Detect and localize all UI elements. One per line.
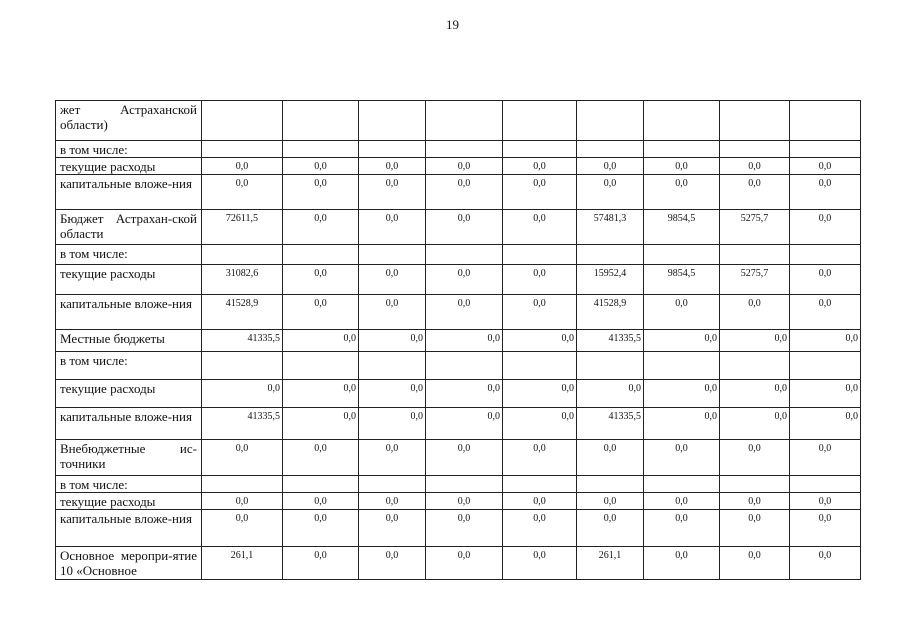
table-cell: 0,0	[426, 408, 503, 440]
table-cell: 72611,5	[202, 210, 283, 245]
table-cell: 0,0	[202, 493, 283, 510]
table-cell: 0,0	[426, 175, 503, 210]
table-cell	[359, 101, 426, 141]
table-cell: 0,0	[359, 158, 426, 175]
table-cell: 9854,5	[644, 265, 720, 295]
table-cell: 0,0	[426, 210, 503, 245]
table-row	[56, 493, 861, 510]
table-cell	[720, 141, 790, 158]
table-row	[56, 295, 861, 330]
table-cell: 0,0	[503, 210, 577, 245]
table-cell: 0,0	[720, 440, 790, 476]
table-cell: 0,0	[644, 493, 720, 510]
table-cell: 0,0	[790, 175, 861, 210]
table-cell	[644, 352, 720, 380]
table-cell: 0,0	[359, 265, 426, 295]
table-cell	[283, 141, 359, 158]
table-cell: 0,0	[359, 547, 426, 580]
table-cell: 0,0	[720, 175, 790, 210]
table-row	[56, 158, 861, 175]
table-cell	[283, 352, 359, 380]
row-label: капитальные вложе-ния	[56, 295, 202, 330]
row-label: капитальные вложе-ния	[56, 175, 202, 210]
table-cell: 0,0	[644, 440, 720, 476]
table-cell: 0,0	[283, 493, 359, 510]
table-cell: 0,0	[359, 330, 426, 352]
table-cell: 0,0	[720, 510, 790, 547]
table-cell: 0,0	[426, 440, 503, 476]
table-cell: 0,0	[283, 175, 359, 210]
table-row	[56, 408, 861, 440]
table-cell: 0,0	[790, 493, 861, 510]
table-cell	[577, 245, 644, 265]
table-cell	[644, 141, 720, 158]
table-cell: 0,0	[720, 295, 790, 330]
table-cell: 0,0	[644, 510, 720, 547]
table-cell	[202, 476, 283, 493]
table-row	[56, 245, 861, 265]
table-cell	[503, 245, 577, 265]
table-cell: 0,0	[359, 440, 426, 476]
row-label: Основное меропри-ятие 10 «Основное	[56, 547, 202, 580]
table-cell: 0,0	[359, 408, 426, 440]
table-cell: 0,0	[202, 440, 283, 476]
table-row	[56, 476, 861, 493]
table-cell: 9854,5	[644, 210, 720, 245]
row-label: в том числе:	[56, 141, 202, 158]
table-cell	[790, 476, 861, 493]
table-cell: 0,0	[359, 175, 426, 210]
table-cell	[503, 101, 577, 141]
table-cell: 0,0	[503, 330, 577, 352]
table-cell: 0,0	[790, 210, 861, 245]
table-cell	[577, 101, 644, 141]
table-row	[56, 352, 861, 380]
table-cell	[644, 245, 720, 265]
table-cell: 0,0	[503, 510, 577, 547]
table-cell	[202, 101, 283, 141]
table-cell: 261,1	[202, 547, 283, 580]
table-cell	[503, 352, 577, 380]
row-label: Бюджет Астрахан-ской области	[56, 210, 202, 245]
table-cell: 0,0	[644, 295, 720, 330]
table-row	[56, 547, 861, 580]
table-cell: 0,0	[790, 158, 861, 175]
table-cell	[426, 101, 503, 141]
table-cell	[720, 101, 790, 141]
table-cell	[790, 141, 861, 158]
table-cell: 0,0	[790, 547, 861, 580]
table-cell	[202, 352, 283, 380]
table-cell: 0,0	[503, 440, 577, 476]
table-cell: 0,0	[503, 158, 577, 175]
table-cell: 0,0	[283, 158, 359, 175]
table-cell: 57481,3	[577, 210, 644, 245]
table-cell	[202, 245, 283, 265]
table-cell: 0,0	[426, 295, 503, 330]
table-cell: 0,0	[503, 295, 577, 330]
table-cell	[359, 476, 426, 493]
table-cell: 5275,7	[720, 265, 790, 295]
table-cell: 0,0	[644, 158, 720, 175]
table-cell	[577, 352, 644, 380]
table-cell: 0,0	[644, 380, 720, 408]
table-cell: 5275,7	[720, 210, 790, 245]
row-label: в том числе:	[56, 352, 202, 380]
table-cell: 0,0	[283, 408, 359, 440]
row-label: текущие расходы	[56, 380, 202, 408]
table-cell	[283, 476, 359, 493]
table-cell	[720, 476, 790, 493]
table-row	[56, 141, 861, 158]
table-cell: 0,0	[790, 380, 861, 408]
table-cell	[503, 141, 577, 158]
table-cell: 0,0	[359, 210, 426, 245]
table-cell	[790, 101, 861, 141]
table-row	[56, 175, 861, 210]
table-cell: 0,0	[202, 175, 283, 210]
table-cell: 0,0	[644, 547, 720, 580]
row-label: в том числе:	[56, 245, 202, 265]
table-cell: 0,0	[577, 493, 644, 510]
table-row	[56, 440, 861, 476]
table-cell: 0,0	[426, 330, 503, 352]
table-cell: 0,0	[720, 493, 790, 510]
table-cell: 0,0	[426, 547, 503, 580]
table-cell: 41528,9	[202, 295, 283, 330]
table-cell	[426, 141, 503, 158]
table-cell: 0,0	[283, 547, 359, 580]
table-cell: 0,0	[426, 265, 503, 295]
table-cell: 0,0	[283, 295, 359, 330]
table-cell: 0,0	[644, 330, 720, 352]
table-cell: 0,0	[790, 408, 861, 440]
table-cell	[426, 245, 503, 265]
table-cell: 0,0	[283, 330, 359, 352]
table-cell: 41335,5	[577, 330, 644, 352]
table-cell: 0,0	[577, 380, 644, 408]
table-cell: 0,0	[577, 158, 644, 175]
budget-table	[55, 100, 861, 580]
table-cell	[720, 245, 790, 265]
table-cell: 0,0	[503, 493, 577, 510]
row-label: текущие расходы	[56, 158, 202, 175]
table-cell: 41528,9	[577, 295, 644, 330]
table-cell: 0,0	[426, 380, 503, 408]
table-cell: 41335,5	[577, 408, 644, 440]
table-cell: 0,0	[426, 493, 503, 510]
row-label: жет Астраханской области)	[56, 101, 202, 141]
table-cell: 0,0	[283, 510, 359, 547]
table-cell: 0,0	[790, 330, 861, 352]
row-label: капитальные вложе-ния	[56, 510, 202, 547]
page-number: 19	[446, 17, 459, 32]
table-cell	[359, 245, 426, 265]
table-cell	[577, 476, 644, 493]
table-cell: 261,1	[577, 547, 644, 580]
table-cell: 0,0	[503, 408, 577, 440]
row-label: текущие расходы	[56, 265, 202, 295]
table-cell: 0,0	[790, 295, 861, 330]
table-cell: 0,0	[577, 440, 644, 476]
table-cell: 0,0	[359, 380, 426, 408]
table-cell: 41335,5	[202, 408, 283, 440]
table-cell: 0,0	[283, 210, 359, 245]
table-cell: 0,0	[720, 330, 790, 352]
table-cell: 0,0	[359, 510, 426, 547]
table-cell: 0,0	[790, 440, 861, 476]
table-row	[56, 510, 861, 547]
table-cell: 0,0	[503, 175, 577, 210]
table-cell: 0,0	[202, 158, 283, 175]
table-cell	[790, 352, 861, 380]
table-cell: 0,0	[790, 510, 861, 547]
table-cell: 41335,5	[202, 330, 283, 352]
table-cell: 0,0	[283, 380, 359, 408]
table-cell: 0,0	[720, 158, 790, 175]
table-cell	[426, 352, 503, 380]
table-row	[56, 380, 861, 408]
table-cell: 0,0	[503, 547, 577, 580]
table-cell: 0,0	[426, 510, 503, 547]
table-row	[56, 101, 861, 141]
table-cell	[202, 141, 283, 158]
table-cell: 0,0	[720, 547, 790, 580]
table-cell: 0,0	[720, 408, 790, 440]
table-cell: 15952,4	[577, 265, 644, 295]
table-cell: 0,0	[202, 510, 283, 547]
table-cell: 0,0	[359, 295, 426, 330]
table-cell	[283, 101, 359, 141]
table-cell: 0,0	[359, 493, 426, 510]
table-cell	[644, 476, 720, 493]
table-cell	[283, 245, 359, 265]
table-cell: 0,0	[577, 510, 644, 547]
row-label: капитальные вложе-ния	[56, 408, 202, 440]
table-cell	[644, 101, 720, 141]
table-cell: 0,0	[503, 265, 577, 295]
table-cell	[426, 476, 503, 493]
table-cell: 0,0	[644, 175, 720, 210]
table-cell: 0,0	[283, 265, 359, 295]
table-cell	[790, 245, 861, 265]
table-cell: 0,0	[503, 380, 577, 408]
table-cell: 0,0	[720, 380, 790, 408]
table-cell: 0,0	[426, 158, 503, 175]
row-label: текущие расходы	[56, 493, 202, 510]
table-cell: 0,0	[202, 380, 283, 408]
table-cell: 31082,6	[202, 265, 283, 295]
table-row	[56, 330, 861, 352]
table-cell	[577, 141, 644, 158]
table-cell	[720, 352, 790, 380]
table-cell	[503, 476, 577, 493]
row-label: Внебюджетные ис-точники	[56, 440, 202, 476]
table-cell	[359, 352, 426, 380]
table-cell	[359, 141, 426, 158]
table-row	[56, 210, 861, 245]
table-cell: 0,0	[283, 440, 359, 476]
row-label: в том числе:	[56, 476, 202, 493]
table-cell: 0,0	[644, 408, 720, 440]
table-cell: 0,0	[790, 265, 861, 295]
row-label: Местные бюджеты	[56, 330, 202, 352]
table-row	[56, 265, 861, 295]
table-cell: 0,0	[577, 175, 644, 210]
